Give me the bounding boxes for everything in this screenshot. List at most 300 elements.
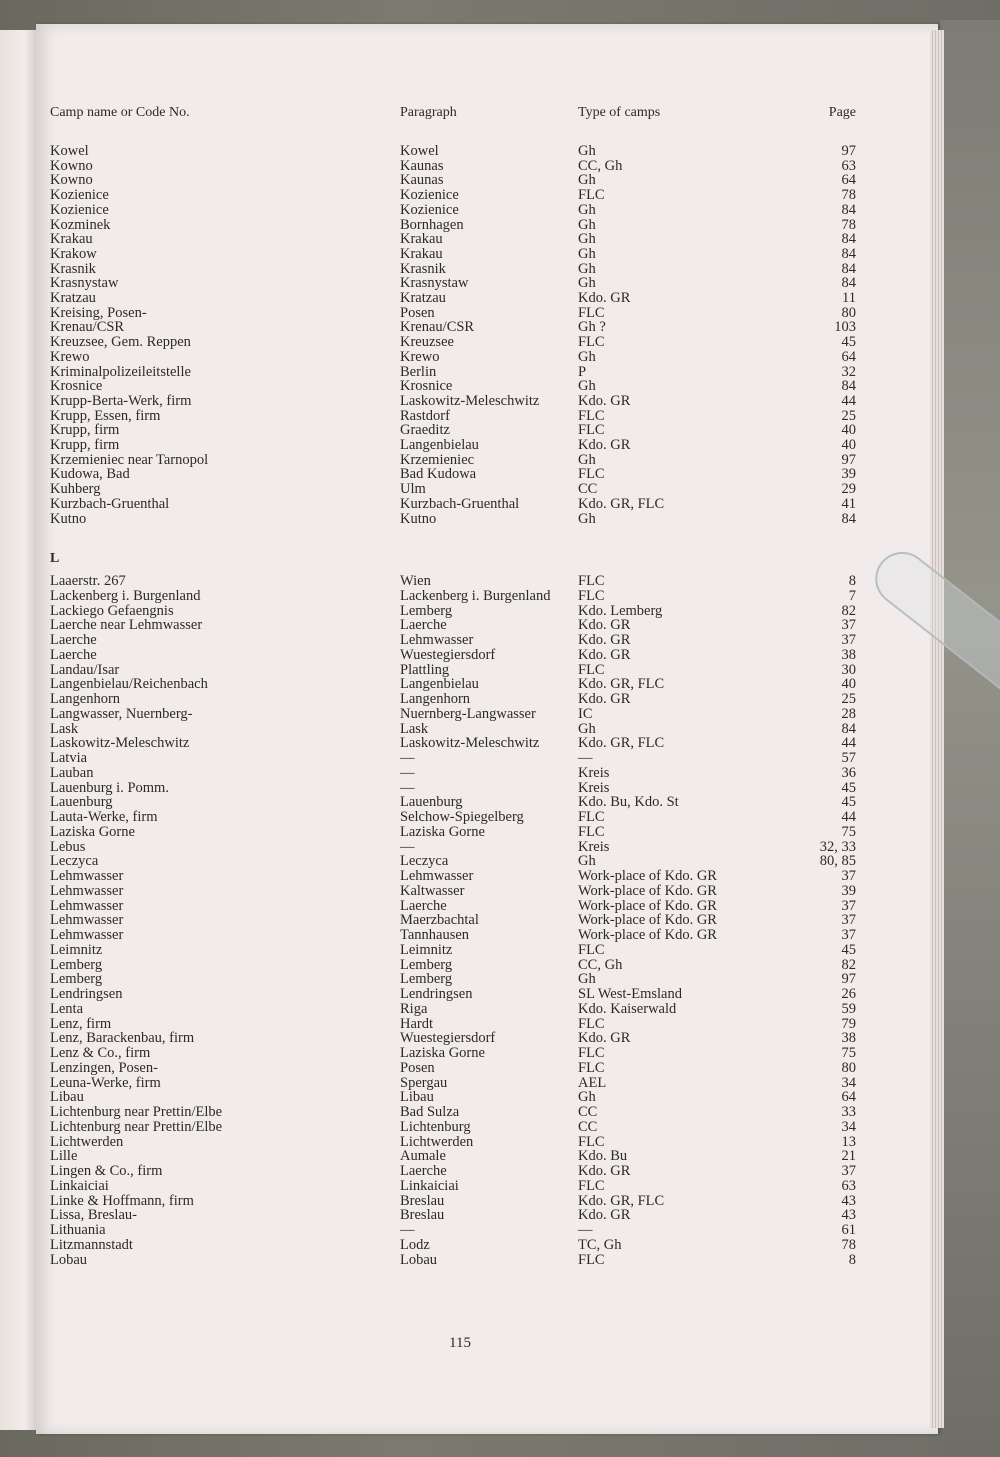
camp-name: Lenz, Barackenbau, firm [50,1030,195,1047]
camp-name: Lichtwerden [50,1133,124,1150]
camp-type: Kdo. GR [578,646,631,663]
camp-type: Gh [578,348,596,365]
camp-type: SL West-Emsland [578,986,682,1002]
camp-type: Kdo. GR, FLC [578,676,665,693]
paragraph: Wuestegiersdorf [400,1030,496,1047]
paragraph: Lehmwasser [400,632,474,648]
paragraph: Berlin [400,363,437,380]
camp-name: Leimnitz [50,941,103,958]
paragraph: Bornhagen [400,216,464,233]
header-type-of-camps: Type of camps [578,105,661,120]
camp-type: Gh [578,260,596,277]
camp-name: Lichtenburg near Prettin/Elbe [50,1118,223,1135]
table-row [0,1164,1000,1179]
paragraph: Bad Kudowa [400,466,477,483]
table-row [0,795,1000,810]
page-ref: 34 [841,1074,856,1091]
camp-type: FLC [578,1251,605,1268]
paragraph: Wien [400,573,431,589]
camp-name: Krakow [50,245,97,262]
camp-name: Laerche [50,646,97,663]
table-row [0,144,1000,159]
paragraph: Kozienice [400,187,459,204]
camp-name: Kozminek [50,216,111,233]
table-row [0,633,1000,648]
camp-name: Lissa, Breslau- [50,1207,137,1224]
table-row [0,306,1000,321]
table-row [0,218,1000,233]
paragraph: Maerzbachtal [400,912,479,929]
camp-type: FLC [578,1133,605,1150]
camp-type: CC, Gh [578,157,623,174]
table-row [0,1135,1000,1150]
page-ref: 40 [841,422,856,439]
paragraph: Bad Sulza [400,1104,460,1120]
camp-name: Lemberg [50,956,103,973]
page-ref: 37 [841,1163,856,1179]
camp-name: Lenz & Co., firm [50,1045,151,1061]
page-ref: 80, 85 [819,853,856,870]
table-row [0,722,1000,737]
camp-type: Kdo. GR [578,1030,631,1047]
table-row [0,1208,1000,1223]
table-row [0,1179,1000,1194]
table-row [0,663,1000,678]
page-ref: 37 [841,632,856,648]
paragraph: Breslau [400,1207,445,1224]
table-row [0,781,1000,796]
table-row [0,423,1000,438]
page-ref: 97 [841,971,856,988]
camp-type: Gh [578,510,596,527]
paragraph: Kutno [400,510,437,527]
page-ref: 84 [841,245,856,262]
camp-type: FLC [578,1045,605,1061]
paragraph: Lemberg [400,602,453,619]
paragraph: — [400,750,415,766]
page-ref: 25 [841,407,856,424]
table-row [0,1223,1000,1238]
camp-name: Lehmwasser [50,897,124,914]
camp-name: Krakau [50,231,93,248]
camp-name: Kutno [50,510,87,527]
camp-name: Leuna-Werke, firm [50,1074,161,1091]
camp-name: Lackenberg i. Burgenland [50,587,201,604]
paragraph: Lodz [400,1236,430,1253]
camp-type: Gh [578,378,596,395]
camp-name: Laskowitz-Meleschwitz [50,735,190,752]
paragraph: Kurzbach-Gruenthal [400,495,520,512]
paragraph: Lauenburg [400,794,463,811]
page-ref: 84 [841,231,856,248]
page-ref: 80 [841,1059,856,1076]
paragraph: Kratzau [400,290,446,306]
camp-type: Gh [578,201,596,218]
camp-name: Lenzingen, Posen- [50,1059,158,1076]
camp-type: Gh [578,143,596,159]
camp-type: Kdo. Bu, Kdo. St [578,794,679,811]
paragraph: Krasnystaw [400,275,469,292]
table-row [0,1061,1000,1076]
camp-name: Lenz, firm [50,1015,112,1032]
page-ref: 32 [841,363,856,380]
paragraph: Laerche [400,617,447,634]
paragraph: Lendringsen [400,986,473,1002]
table-row [0,1076,1000,1091]
paragraph: Posen [400,1059,435,1076]
section-letter-l: L [50,551,60,566]
camp-name: Kreising, Posen- [50,304,147,321]
page-ref: 64 [841,348,856,365]
camp-type: FLC [578,187,605,204]
header-paragraph: Paragraph [400,105,457,120]
paragraph: Lemberg [400,971,453,988]
paragraph: Laskowitz-Meleschwitz [400,735,540,752]
table-row [0,247,1000,262]
camp-name: Laaerstr. 267 [50,573,126,589]
paragraph: Lask [400,720,429,737]
camp-name: Latvia [50,750,88,766]
table-row [0,648,1000,663]
camp-name: Lingen & Co., firm [50,1163,163,1179]
camp-name: Lauban [50,764,94,781]
paragraph: Langenbielau [400,676,479,693]
page-ref: 84 [841,378,856,395]
page-ref: 21 [841,1148,856,1165]
paragraph: Tannhausen [400,927,470,943]
paragraph: Wuestegiersdorf [400,646,496,663]
table-row [0,677,1000,692]
camp-type: Gh [578,216,596,233]
page-ref: 97 [841,143,856,159]
table-row [0,1120,1000,1135]
page-ref: 75 [841,823,856,840]
table-row [0,692,1000,707]
camp-type: CC [578,1118,598,1135]
page-ref: 36 [841,764,856,781]
page-ref: 79 [841,1015,856,1032]
paragraph: Lobau [400,1251,438,1268]
page-ref: 33 [841,1104,856,1120]
camp-name: Lemberg [50,971,103,988]
camp-type: Work-place of Kdo. GR [578,868,717,884]
column-headers [0,106,1000,121]
camp-name: Krupp-Berta-Werk, firm [50,392,192,409]
paragraph: Breslau [400,1192,445,1209]
page-ref: 45 [841,779,856,796]
camp-name: Lebus [50,838,86,855]
paragraph: Aumale [400,1148,446,1165]
page-ref: 37 [841,912,856,929]
paragraph: Linkaiciai [400,1177,459,1194]
camp-type: AEL [578,1074,607,1091]
camp-type: Gh [578,245,596,262]
camp-type: Work-place of Kdo. GR [578,912,717,929]
camp-type: Kreis [578,838,610,855]
camp-type: Kdo. GR, FLC [578,735,665,752]
camp-name: Lendringsen [50,986,123,1002]
paragraph: Langenbielau [400,437,479,453]
camp-name: Lauenburg i. Pomm. [50,779,169,796]
page-ref: 8 [848,1251,856,1268]
table-row [0,928,1000,943]
camp-type: Gh [578,275,596,292]
table-row [0,899,1000,914]
camp-name: Laziska Gorne [50,823,135,840]
page-ref: 13 [841,1133,856,1150]
camp-type: FLC [578,823,605,840]
page-ref: 39 [841,466,856,483]
camp-name: Krenau/CSR [50,319,125,336]
table-row [0,482,1000,497]
page-ref: 84 [841,720,856,737]
paragraph: Spergau [400,1074,448,1091]
table-row [0,320,1000,335]
paragraph: Leimnitz [400,941,453,958]
paragraph: Laerche [400,897,447,914]
page-ref: 45 [841,334,856,351]
paragraph: Lichtwerden [400,1133,474,1150]
camp-type: Kreis [578,779,610,796]
paragraph: Posen [400,304,435,321]
page-ref: 38 [841,1030,856,1047]
page-ref: 37 [841,617,856,634]
camp-name: Krzemieniec near Tarnopol [50,451,209,468]
paragraph: — [400,779,415,796]
camp-type: FLC [578,407,605,424]
camp-name: Krosnice [50,378,103,395]
table-row [0,453,1000,468]
camp-name: Krasnik [50,260,96,277]
paragraph: — [400,838,415,855]
table-row [0,810,1000,825]
page-ref: 59 [841,1000,856,1017]
page-ref: 45 [841,941,856,958]
paragraph: Krasnik [400,260,446,277]
page-ref: 84 [841,510,856,527]
paragraph: Kaunas [400,172,444,189]
paragraph: Krakau [400,231,443,248]
paragraph: Plattling [400,661,450,678]
table-row [0,409,1000,424]
camp-name: Lichtenburg near Prettin/Elbe [50,1104,223,1120]
table-row [0,707,1000,722]
paragraph: — [400,764,415,781]
table-row [0,913,1000,928]
page-ref: 43 [841,1192,856,1209]
page-ref: 75 [841,1045,856,1061]
paragraph: Lehmwasser [400,868,474,884]
camp-type: Kdo. GR, FLC [578,495,665,512]
page-ref: 63 [841,157,856,174]
paragraph: Langenhorn [400,691,471,707]
table-row [0,365,1000,380]
paragraph: Krosnice [400,378,453,395]
table-row [0,825,1000,840]
paragraph: Kowel [400,143,439,159]
camp-name: Litzmannstadt [50,1236,133,1253]
paragraph: Nuernberg-Langwasser [400,705,536,722]
camp-name: Lehmwasser [50,927,124,943]
camp-type: Gh ? [578,319,606,336]
camp-type: Gh [578,853,596,870]
camp-type: Kreis [578,764,610,781]
paragraph: Lichtenburg [400,1118,471,1135]
paragraph: Ulm [400,481,426,498]
table-row [0,276,1000,291]
table-row [0,884,1000,899]
page-ref: 103 [834,319,856,336]
page-ref: 78 [841,187,856,204]
camp-type: Work-place of Kdo. GR [578,897,717,914]
camp-type: Kdo. Bu [578,1148,628,1165]
table-row [0,232,1000,247]
paragraph: Hardt [400,1015,434,1032]
paragraph: Kaunas [400,157,444,174]
paragraph: Kozienice [400,201,459,218]
paragraph: Krewo [400,348,440,365]
table-row [0,1149,1000,1164]
table-row [0,188,1000,203]
camp-type: Kdo. GR [578,392,631,409]
page-ref: 84 [841,201,856,218]
table-row [0,958,1000,973]
camp-type: CC [578,1104,598,1120]
page-ref: 32, 33 [819,838,856,855]
camp-name: Lehmwasser [50,882,124,899]
table-row [0,1105,1000,1120]
camp-name: Landau/Isar [50,661,120,678]
camp-name: Libau [50,1089,84,1106]
page-ref: 61 [841,1222,856,1238]
camp-type: Gh [578,231,596,248]
camp-type: FLC [578,422,605,439]
camp-name: Lauta-Werke, firm [50,809,158,825]
table-row [0,379,1000,394]
page-ref: 41 [841,495,856,512]
page-ref: 40 [841,676,856,693]
table-row [0,1031,1000,1046]
page-ref: 30 [841,661,856,678]
table-row [0,291,1000,306]
camp-name: Krupp, Essen, firm [50,407,161,424]
table-row [0,943,1000,958]
page-ref: 44 [841,735,856,752]
camp-type: Gh [578,1089,596,1106]
camp-name: Kriminalpolizeileitstelle [50,363,191,380]
header-page: Page [828,105,856,120]
page-ref: 82 [841,956,856,973]
table-row [0,1017,1000,1032]
page-ref: 38 [841,646,856,663]
camp-name: Krupp, firm [50,437,120,453]
paragraph: Selchow-Spiegelberg [400,809,524,825]
table-row [0,1194,1000,1209]
page-number: 115 [449,1335,471,1351]
camp-type: — [578,750,593,766]
table-row [0,1090,1000,1105]
camp-name: Leczyca [50,853,99,870]
camp-name: Kuhberg [50,481,101,498]
camp-type: Gh [578,172,596,189]
camp-type: P [578,363,587,380]
paragraph: Leczyca [400,853,449,870]
paragraph: Riga [400,1000,428,1017]
paragraph: Rastdorf [400,407,450,424]
camp-name: Lehmwasser [50,912,124,929]
camp-type: Kdo. Lemberg [578,602,663,619]
table-row [0,512,1000,527]
camp-name: Krupp, firm [50,422,120,439]
camp-name: Linkaiciai [50,1177,109,1194]
page-ref: 63 [841,1177,856,1194]
page-ref: 64 [841,1089,856,1106]
camp-type: Kdo. GR [578,691,631,707]
camp-type: Gh [578,720,596,737]
camp-type: FLC [578,809,605,825]
page-ref: 11 [842,290,856,306]
table-row [0,987,1000,1002]
header-camp-name: Camp name or Code No. [50,105,190,120]
camp-name: Lille [50,1148,78,1165]
table-row [0,497,1000,512]
paragraph: Libau [400,1089,434,1106]
camp-type: Kdo. Kaiserwald [578,1000,677,1017]
paragraph: Lackenberg i. Burgenland [400,587,551,604]
paragraph: Laziska Gorne [400,823,485,840]
camp-name: Lauenburg [50,794,113,811]
table-row [0,438,1000,453]
table-row [0,972,1000,987]
table-row [0,840,1000,855]
page-ref: 37 [841,897,856,914]
table-row [0,604,1000,619]
paragraph: Krenau/CSR [400,319,475,336]
paragraph: Laziska Gorne [400,1045,485,1061]
camp-name: Linke & Hoffmann, firm [50,1192,194,1209]
page-ref: 44 [841,809,856,825]
page-ref: 45 [841,794,856,811]
camp-name: Krasnystaw [50,275,119,292]
page-ref: 84 [841,260,856,277]
page-ref: 39 [841,882,856,899]
table-row [0,335,1000,350]
camp-name: Kozienice [50,201,109,218]
camp-name: Kowno [50,157,93,174]
camp-type: IC [578,705,593,722]
page-ref: 84 [841,275,856,292]
page-ref: 25 [841,691,856,707]
camp-name: Kozienice [50,187,109,204]
camp-name: Lobau [50,1251,88,1268]
page-ref: 44 [841,392,856,409]
camp-name: Laerche near Lehmwasser [50,617,203,634]
camp-type: FLC [578,466,605,483]
page-ref: 43 [841,1207,856,1224]
table-row [0,1253,1000,1268]
camp-type: CC [578,481,598,498]
camp-name: Kurzbach-Gruenthal [50,495,170,512]
table-row [0,1238,1000,1253]
table-row [0,1046,1000,1061]
paragraph: Laskowitz-Meleschwitz [400,392,540,409]
camp-type: Kdo. GR [578,617,631,634]
page-ref: 40 [841,437,856,453]
camp-type: Gh [578,971,596,988]
camp-type: Kdo. GR [578,290,631,306]
page-ref: 78 [841,216,856,233]
camp-name: Lackiego Gefaengnis [50,602,174,619]
